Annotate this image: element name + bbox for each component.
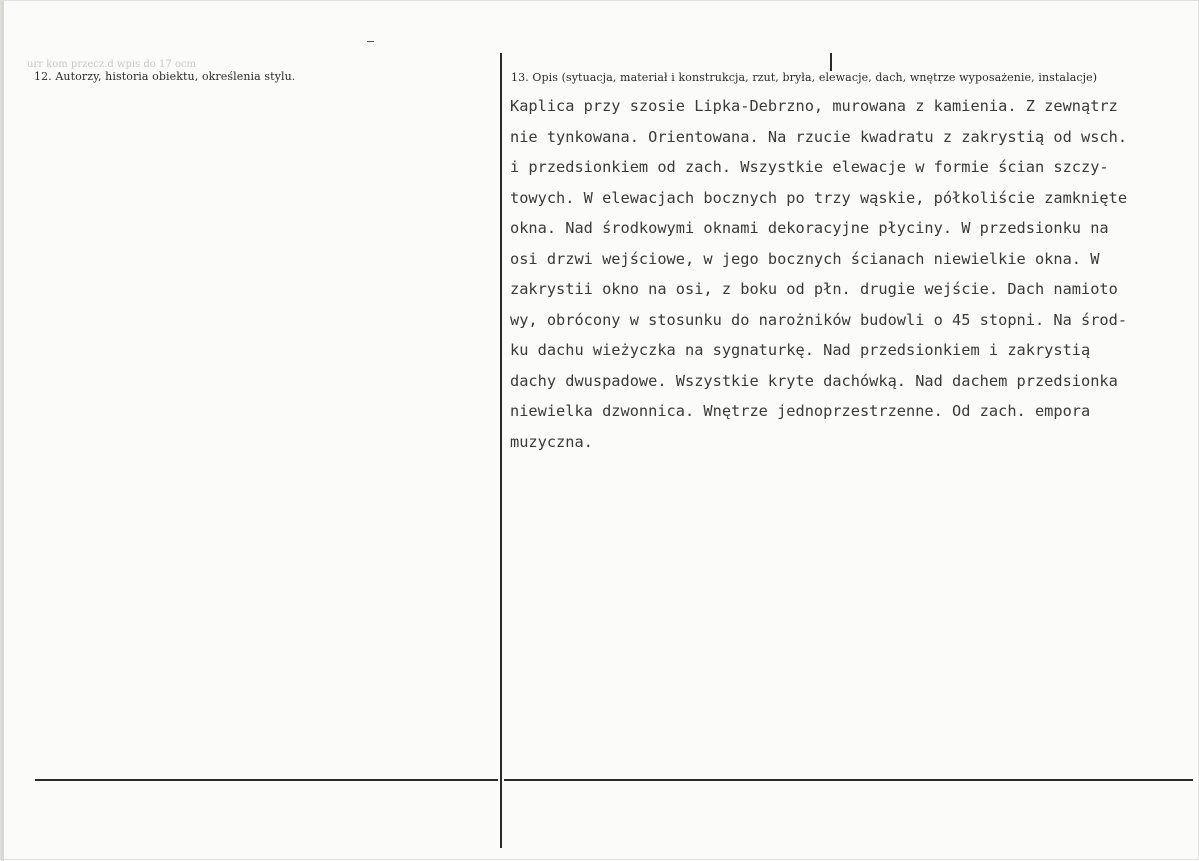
section-13-label: 13. Opis (sytuacja, materiał i konstrukcja, rzut, bryła, elewacje, dach, wnętrze wyposażenie, instalacje) xyxy=(511,71,1098,84)
description-line: zakrystii okno na osi, z boku od płn. drugie wejście. Dach namioto xyxy=(510,280,1118,298)
description-line: i przedsionkiem od zach. Wszystkie elewacje w formie ścian szczy- xyxy=(510,158,1109,176)
top-dash-mark xyxy=(367,41,374,42)
description-line: wy, obrócony w stosunku do narożników budowli o 45 stopni. Na środ- xyxy=(510,310,1128,329)
bottom-rule-left xyxy=(35,779,498,781)
description-line: muzyczna. xyxy=(510,432,593,451)
section-12-label: 12. Autorzy, historia obiektu, określenia stylu. xyxy=(34,70,296,83)
description-line: Kaplica przy szosie Lipka-Debrzno, murowana z kamienia. Z zewnątrz xyxy=(510,97,1118,115)
description-line: ku dachu wieżyczka na sygnaturkę. Nad przedsionkiem i zakrystią xyxy=(510,341,1091,359)
header-tick-mark xyxy=(830,53,832,71)
description-line: osi drzwi wejściowe, w jego bocznych ścianach niewielkie okna. W xyxy=(510,249,1100,268)
card-edge xyxy=(1,1,4,861)
description-line: nie tynkowana. Orientowana. Na rzucie kwadratu z zakrystią od wsch. xyxy=(510,127,1128,146)
bottom-rule-right xyxy=(504,779,1193,781)
faded-stamp-text: urr kom przecz.d wpis do 17 ocm xyxy=(27,59,196,70)
description-line: towych. W elewacjach bocznych po trzy wąskie, półkoliście zamknięte xyxy=(510,188,1128,207)
description-line: dachy dwuspadowe. Wszystkie kryte dachówką. Nad dachem przedsionka xyxy=(510,371,1118,390)
description-line: okna. Nad środkowymi oknami dekoracyjne płyciny. W przedsionku na xyxy=(510,219,1109,237)
description-line: niewielka dzwonnica. Wnętrze jednoprzestrzenne. Od zach. empora xyxy=(510,402,1091,420)
column-divider xyxy=(500,53,502,848)
description-text xyxy=(510,91,1194,457)
